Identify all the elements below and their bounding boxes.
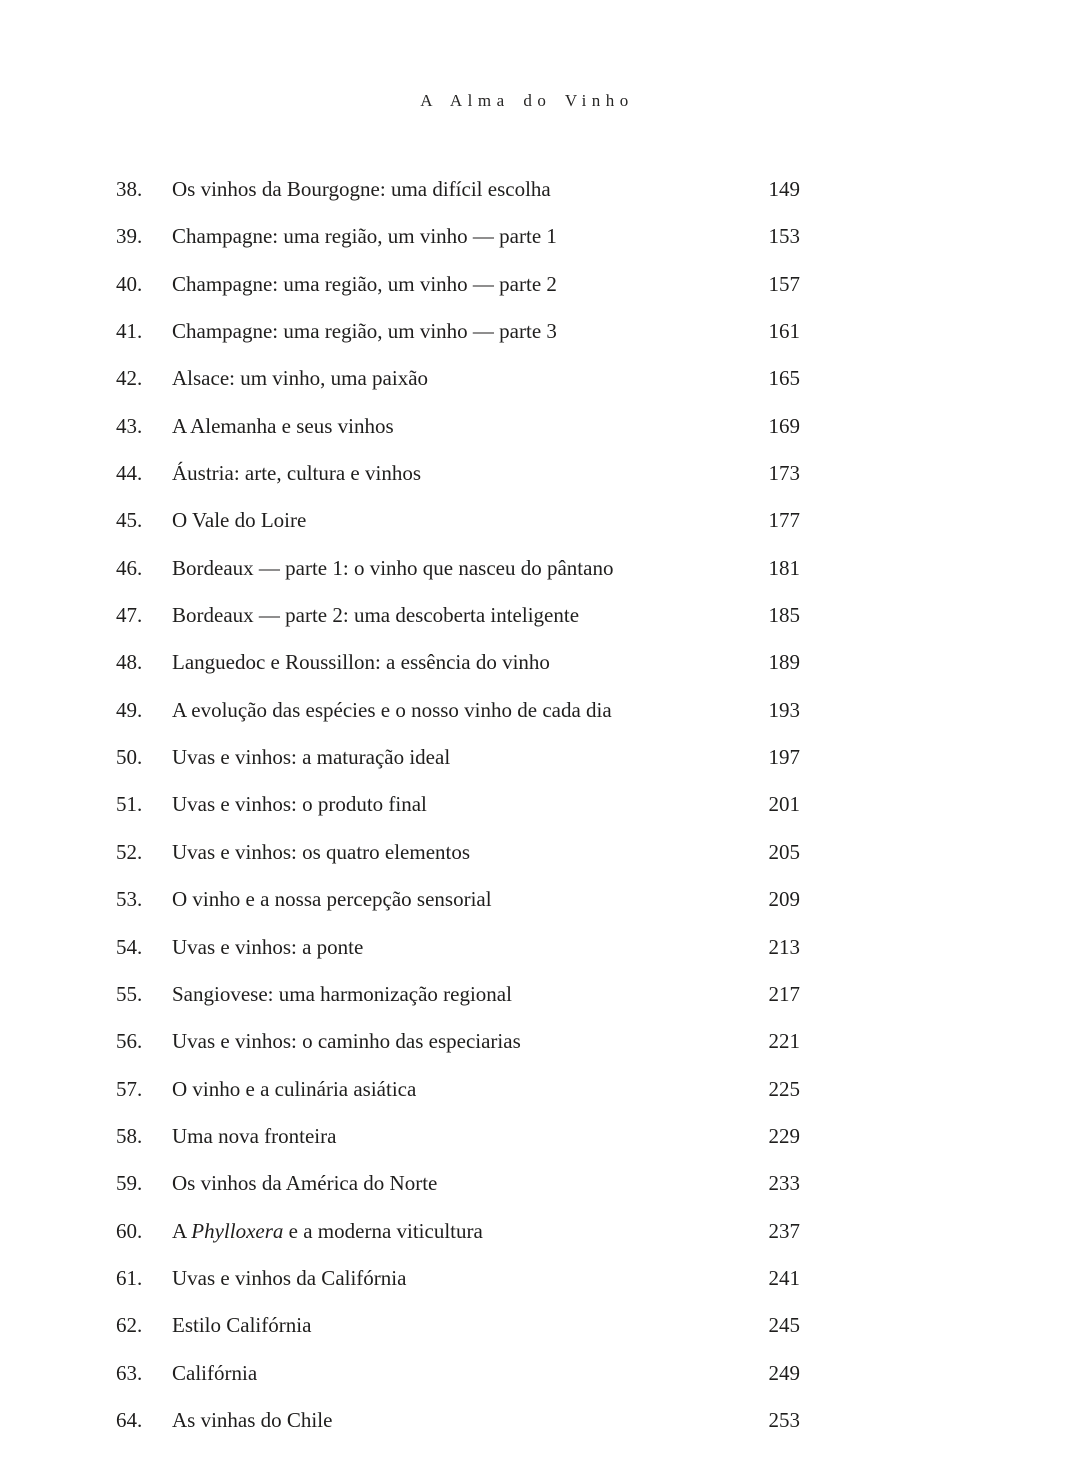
toc-entry-title: A evolução das espécies e o nosso vinho de cada dia: [172, 697, 612, 722]
toc-entry-page: 201: [768, 792, 800, 817]
toc-entry: [0, 971, 800, 1018]
toc-entry-title: Uma nova fronteira: [172, 1123, 337, 1148]
toc-entry-title: Califórnia: [172, 1360, 258, 1385]
toc-entry-number: 57.: [116, 1076, 143, 1101]
toc-entry-page: 237: [768, 1218, 800, 1243]
toc-entry-page: 229: [768, 1123, 800, 1148]
toc-entry-title: Uvas e vinhos: a ponte: [172, 934, 364, 959]
toc-entry-title: Sangiovese: uma harmonização regional: [172, 981, 512, 1006]
toc-entry-number: 58.: [116, 1123, 143, 1148]
toc-entry-page: 217: [768, 981, 800, 1006]
toc-entry-number: 61.: [116, 1265, 143, 1290]
toc-entry-title: Os vinhos da América do Norte: [172, 1171, 438, 1196]
toc-entry: [0, 450, 800, 497]
toc-entry: [0, 1113, 800, 1160]
toc-entry: [0, 924, 800, 971]
toc-entry-number: 44.: [116, 461, 143, 486]
toc-entry: [0, 734, 800, 781]
toc-entry-number: 64.: [116, 1407, 143, 1432]
toc-entry-number: 52.: [116, 839, 143, 864]
toc-entry-number: 41.: [116, 319, 143, 344]
table-of-contents: [0, 166, 800, 1444]
toc-entry-page: 165: [768, 366, 800, 391]
toc-entry-number: 60.: [116, 1218, 143, 1243]
toc-entry-page: 245: [768, 1313, 800, 1338]
toc-entry-page: 185: [768, 603, 800, 628]
toc-entry: [0, 545, 800, 592]
toc-entry: [0, 1255, 800, 1302]
toc-entry-title: Uvas e vinhos: o produto final: [172, 792, 427, 817]
toc-entry-title: O vinho e a culinária asiática: [172, 1076, 417, 1101]
toc-entry-title: A Phylloxera e a moderna viticultura: [172, 1218, 483, 1243]
toc-entry: [0, 829, 800, 876]
toc-entry-title: Alsace: um vinho, uma paixão: [172, 366, 429, 391]
toc-entry-title: Uvas e vinhos: a maturação ideal: [172, 745, 451, 770]
toc-entry-title: Os vinhos da Bourgogne: uma difícil escolha: [172, 177, 551, 201]
toc-entry-page: 233: [768, 1171, 800, 1196]
toc-entry-number: 56.: [116, 1029, 143, 1054]
toc-entry-number: 42.: [116, 366, 143, 391]
toc-entry-page: 221: [768, 1029, 800, 1054]
toc-entry: [0, 1160, 800, 1207]
toc-entry-page: 177: [768, 508, 800, 533]
toc-entry-page: 173: [768, 461, 800, 486]
toc-entry-page: 197: [768, 745, 800, 770]
toc-entry-page: 193: [768, 697, 800, 722]
toc-entry: [0, 213, 800, 260]
toc-entry-title: Bordeaux — parte 2: uma descoberta inteligente: [172, 603, 580, 628]
toc-entry-title: Bordeaux — parte 1: o vinho que nasceu do pântano: [172, 555, 614, 580]
toc-entry-page: 157: [768, 271, 800, 296]
toc-entry-number: 43.: [116, 413, 143, 438]
toc-entry: [0, 497, 800, 544]
toc-entry-page: 189: [768, 650, 800, 675]
toc-entry-number: 54.: [116, 934, 143, 959]
toc-entry-title: Champagne: uma região, um vinho — parte 3: [172, 319, 557, 344]
toc-entry: [0, 403, 800, 450]
toc-entry: [0, 166, 800, 213]
toc-entry-page: 249: [768, 1360, 800, 1385]
toc-entry-number: 55.: [116, 981, 143, 1006]
toc-entry-number: 46.: [116, 555, 143, 580]
running-header: A Alma do Vinho: [420, 91, 634, 110]
toc-entry-page: 213: [768, 934, 800, 959]
toc-entry-number: 50.: [116, 745, 143, 770]
toc-entry-page: 253: [768, 1407, 800, 1432]
toc-entry-page: 241: [768, 1265, 800, 1290]
toc-entry: [0, 1350, 800, 1397]
toc-entry-title: Estilo Califórnia: [172, 1313, 312, 1338]
toc-entry-number: 47.: [116, 603, 143, 628]
toc-entry: [0, 592, 800, 639]
toc-entry-title: Champagne: uma região, um vinho — parte 1: [172, 224, 557, 249]
toc-entry-title: Uvas e vinhos: os quatro elementos: [172, 839, 471, 864]
toc-entry: [0, 1208, 800, 1255]
toc-entry-number: 48.: [116, 650, 143, 675]
toc-entry-number: 45.: [116, 508, 143, 533]
toc-entry: [0, 1397, 800, 1444]
toc-entry-title: O Vale do Loire: [172, 508, 307, 533]
toc-entry-title: Uvas e vinhos da Califórnia: [172, 1265, 407, 1290]
toc-entry-page: 181: [768, 555, 800, 580]
toc-entry-number: 49.: [116, 697, 143, 722]
toc-entry-number: 63.: [116, 1360, 143, 1385]
toc-entry-title: Languedoc e Roussillon: a essência do vinho: [172, 650, 550, 675]
toc-entry-page: 153: [768, 224, 800, 249]
toc-entry: [0, 1018, 800, 1065]
toc-entry: [0, 781, 800, 828]
toc-entry-number: 51.: [116, 792, 143, 817]
toc-entry-title: Champagne: uma região, um vinho — parte 2: [172, 271, 557, 296]
toc-entry-page: 205: [768, 839, 800, 864]
toc-entry: [0, 876, 800, 923]
toc-entry-page: 209: [768, 887, 800, 912]
toc-entry-page: 161: [768, 319, 800, 344]
toc-entry-number: 59.: [116, 1171, 143, 1196]
toc-entry-number: 38.: [116, 177, 143, 201]
toc-entry-title: A Alemanha e seus vinhos: [172, 413, 394, 438]
toc-entry-page: 225: [768, 1076, 800, 1101]
toc-entry-title: O vinho e a nossa percepção sensorial: [172, 887, 492, 912]
toc-entry-number: 40.: [116, 271, 143, 296]
toc-entry-title: As vinhas do Chile: [172, 1407, 333, 1432]
toc-entry: [0, 261, 800, 308]
toc-entry-title: Áustria: arte, cultura e vinhos: [172, 461, 422, 486]
toc-entry: [0, 355, 800, 402]
toc-entry-page: 169: [768, 413, 800, 438]
toc-entry: [0, 308, 800, 355]
toc-entry-number: 62.: [116, 1313, 143, 1338]
toc-entry-number: 39.: [116, 224, 143, 249]
toc-entry: [0, 687, 800, 734]
toc-entry: [0, 1066, 800, 1113]
toc-entry: [0, 639, 800, 686]
toc-entry-number: 53.: [116, 887, 143, 912]
toc-entry-page: 149: [768, 177, 800, 201]
toc-entry: [0, 1302, 800, 1349]
toc-entry-title: Uvas e vinhos: o caminho das especiarias: [172, 1029, 521, 1054]
